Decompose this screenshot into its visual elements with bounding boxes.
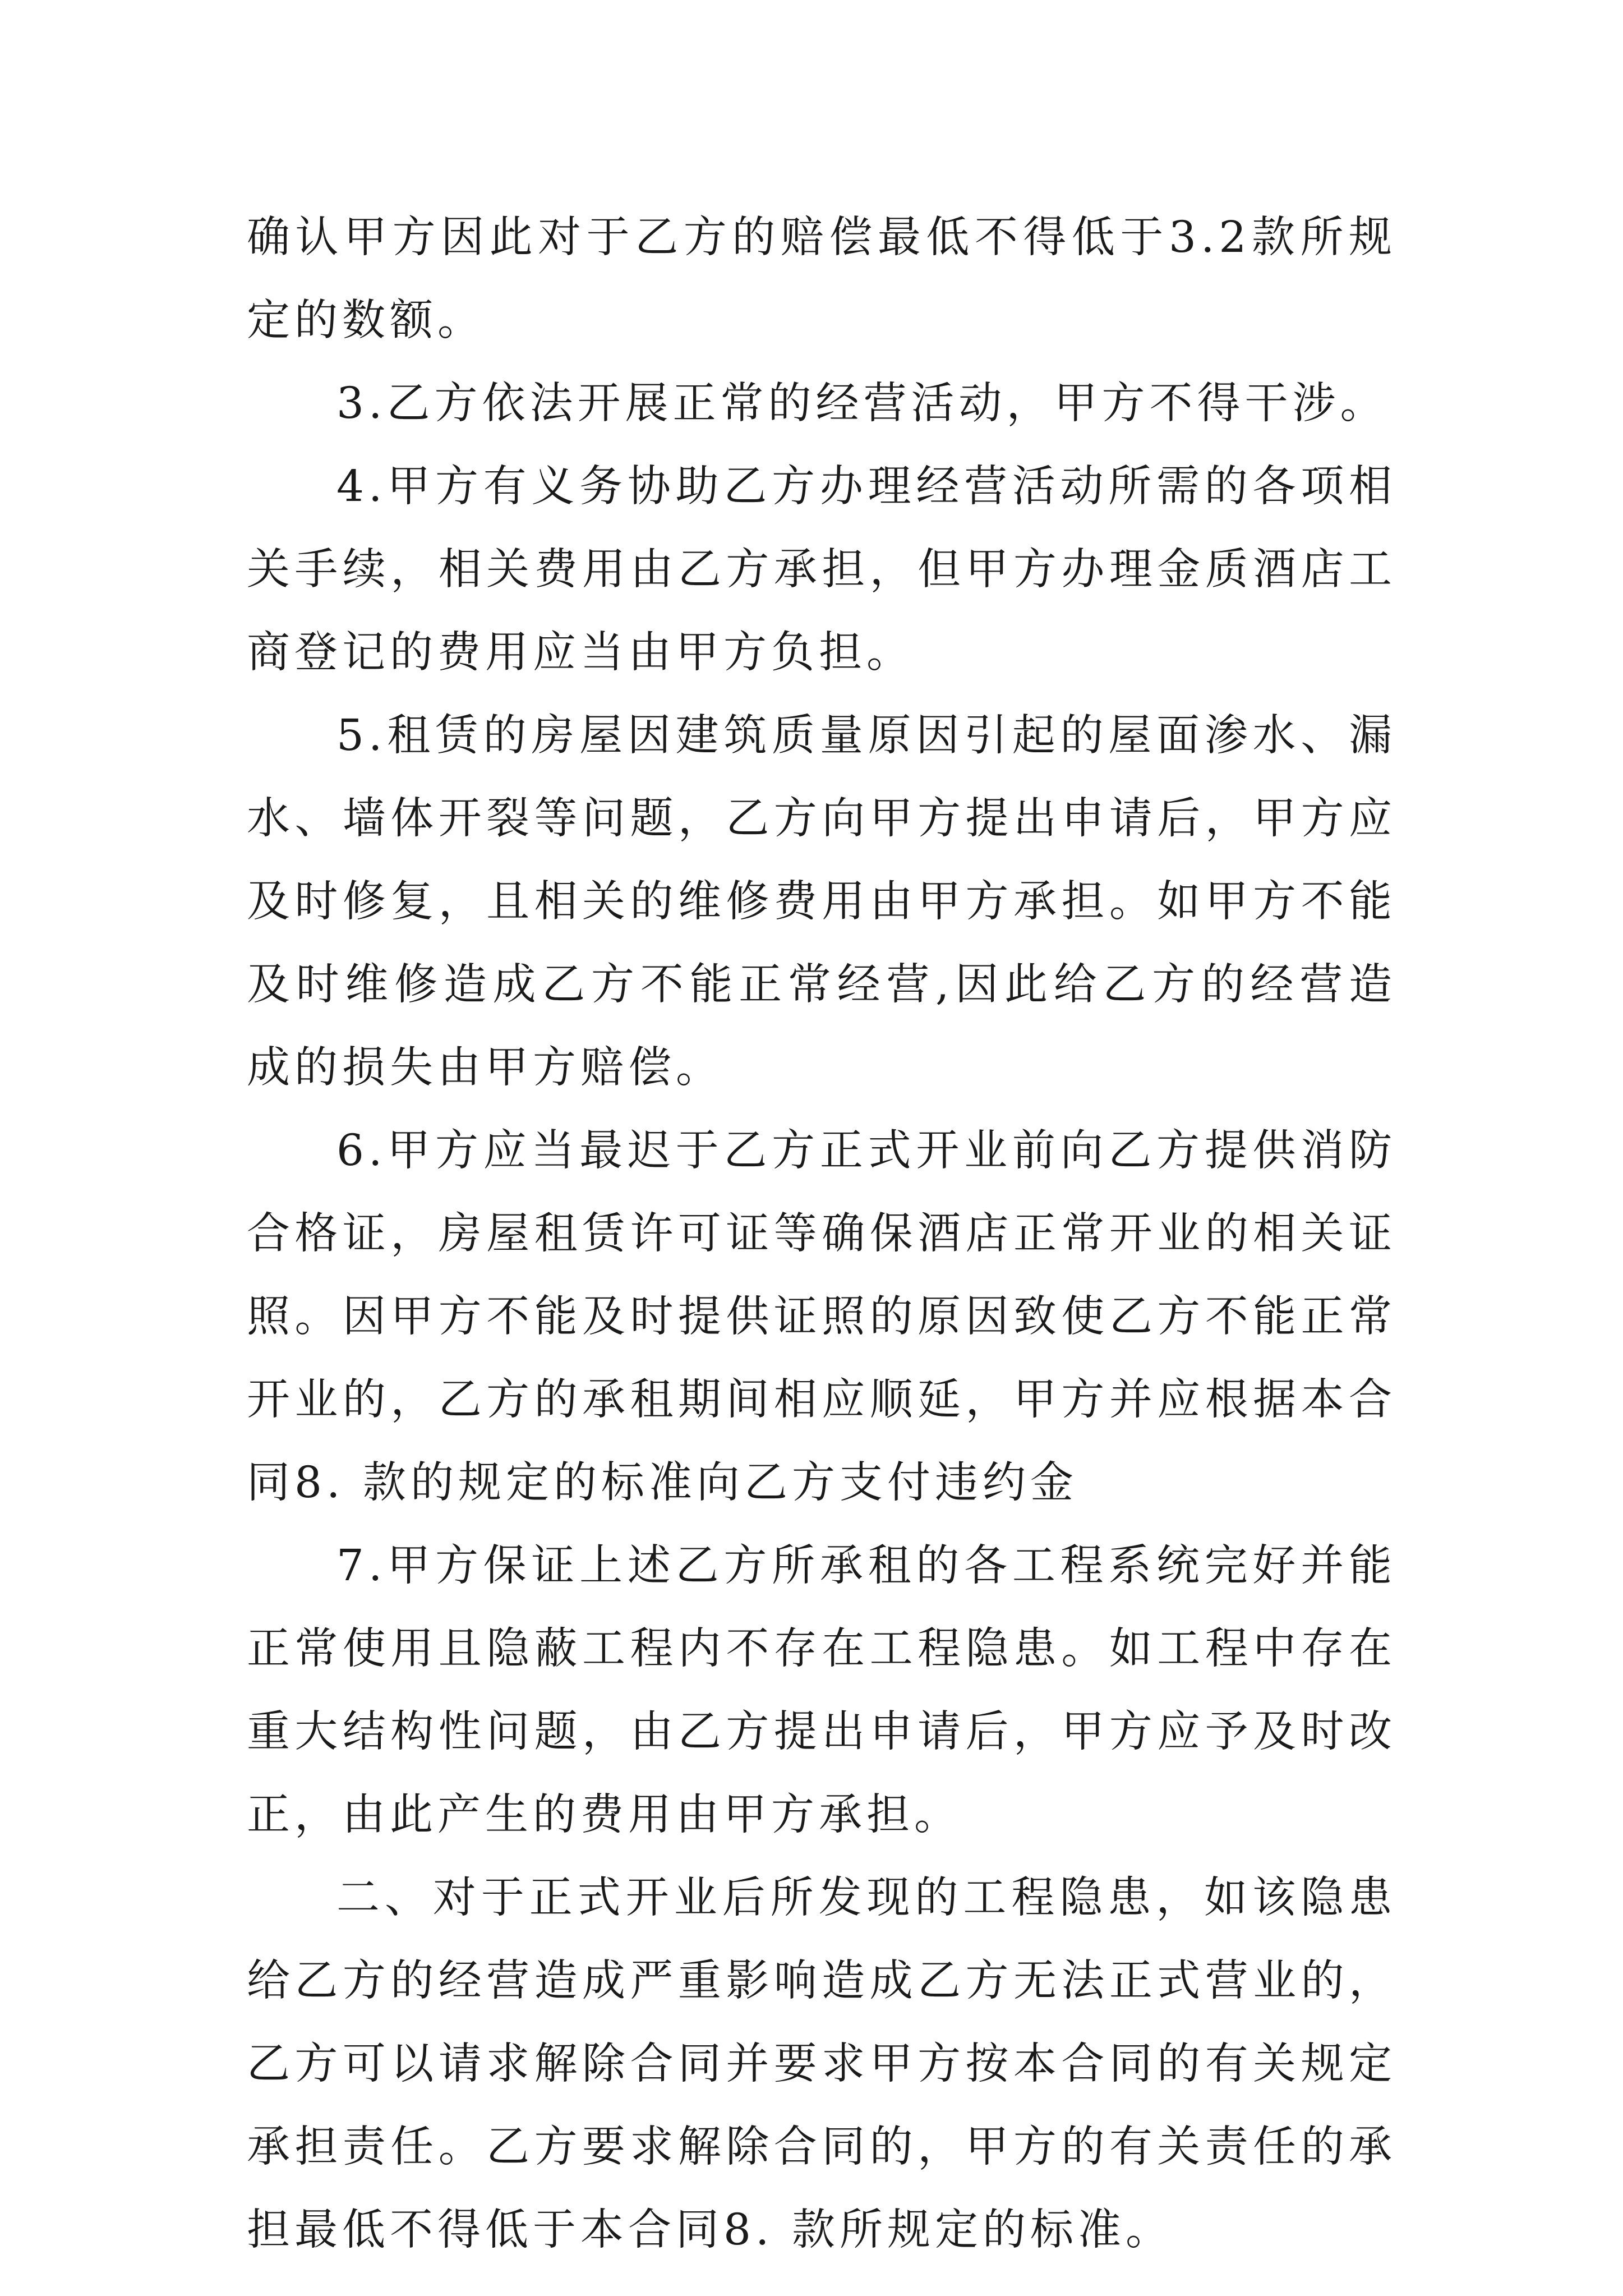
paragraph-clause-5: 5.租赁的房屋因建筑质量原因引起的屋面渗水、漏水、墙体开裂等问题，乙方向甲方提出申请后，甲方应及时修复，且相关的维修费用由甲方承担。如甲方不能及时维修造成乙方不能正常经营,因此给乙方的经营造成的损失由甲方赔偿。 [247,711,1396,1093]
paragraph-clause-6: 6.甲方应当最迟于乙方正式开业前向乙方提供消防合格证，房屋租赁许可证等确保酒店正常开业的相关证照。因甲方不能及时提供证照的原因致使乙方不能正常开业的，乙方的承租期间相应顺延，甲方并应根据本合同8. 款的规定的标准向乙方支付违约金 [247,1126,1396,1508]
paragraph-clause-7: 7.甲方保证上述乙方所承租的各工程系统完好并能正常使用且隐蔽工程内不存在工程隐患。如工程中存在重大结构性问题，由乙方提出申请后，甲方应予及时改正，由此产生的费用由甲方承担。 [247,1541,1396,1840]
paragraph-clause-3: 3.乙方依法开展正常的经营活动，甲方不得干涉。 [336,379,1388,429]
paragraph-continuation: 确认甲方因此对于乙方的赔偿最低不得低于3.2款所规定的数额。 [247,213,1396,346]
paragraph-section-2: 二、对于正式开业后所发现的工程隐患，如该隐患给乙方的经营造成严重影响造成乙方无法正式营业的，乙方可以请求解除合同并要求甲方按本合同的有关规定承担责任。乙方要求解除合同的，甲方的有关责任的承担最低不得低于本合同8. 款所规定的标准。 [247,1873,1396,2255]
paragraph-clause-4: 4.甲方有义务协助乙方办理经营活动所需的各项相关手续，相关费用由乙方承担，但甲方办理金质酒店工商登记的费用应当由甲方负担。 [247,462,1396,678]
document-body [247,196,1396,2272]
